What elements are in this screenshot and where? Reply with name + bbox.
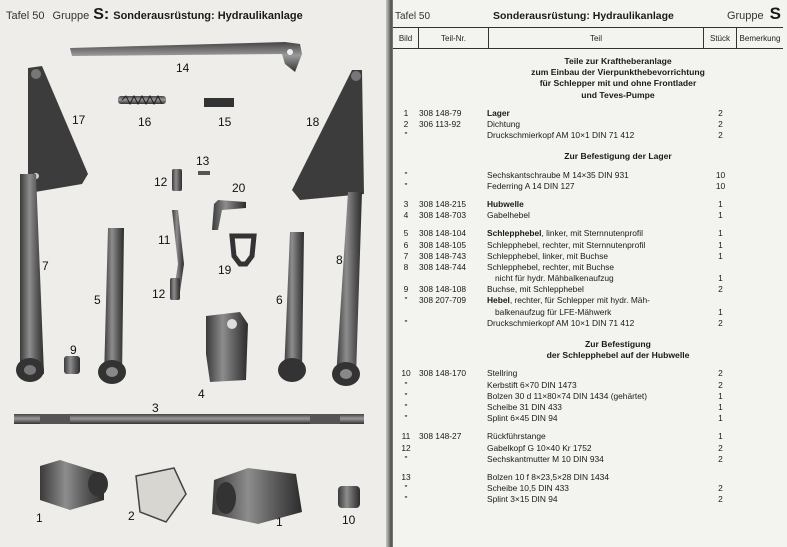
cell-bemerkung [737, 413, 783, 424]
gruppe-label: Gruppe [52, 10, 90, 22]
part-9-bushing [64, 356, 80, 374]
gruppe-letter-right: S [769, 4, 781, 23]
table-row [393, 402, 783, 413]
part-1-bearing-2 [212, 468, 302, 524]
cell-bemerkung [737, 273, 783, 284]
cell-teil-nr: 306 113-92 [419, 119, 461, 129]
cell-bemerkung [737, 295, 783, 306]
gruppe-letter: S: [93, 6, 110, 23]
col-bild: Bild [393, 28, 419, 48]
col-bemerkung: Bemerkung [739, 33, 781, 43]
cell-teil: Rückführstange [487, 431, 546, 442]
table-row [393, 262, 783, 273]
table-row [393, 431, 783, 442]
table-row [393, 307, 783, 318]
part-5-arm [98, 228, 126, 384]
cell-teil: Hubwelle [487, 198, 524, 209]
table-row [393, 273, 783, 284]
part-2-gasket [136, 468, 186, 522]
cell-teil-nr: 308 148-170 [419, 368, 467, 379]
cell-bild [393, 273, 419, 284]
cell-bild: " [404, 483, 408, 494]
cell-stueck: 1 [718, 306, 723, 317]
cell-stueck: 1 [718, 198, 723, 209]
table-row [393, 391, 783, 402]
cell-bemerkung [737, 307, 783, 318]
column-header [393, 27, 783, 49]
label-15: 15 [218, 115, 232, 129]
cell-stueck: 2 [718, 130, 723, 141]
cell-bild: 8 [403, 261, 409, 272]
cell-bild: 12 [401, 442, 411, 453]
section-heading-lager: Zur Befestigung der Lager [564, 151, 672, 162]
cell-bild: 5 [403, 228, 409, 239]
cell-bemerkung [737, 380, 783, 391]
cell-teil-nr [419, 318, 487, 329]
part-10-collar [338, 486, 360, 508]
cell-teil-nr [419, 307, 487, 318]
part-17-plate [28, 66, 88, 192]
cell-teil: Splint 6×45 DIN 94 [487, 413, 558, 424]
cell-teil-nr: 308 148-215 [419, 198, 467, 209]
cell-teil: Dichtung [487, 119, 521, 129]
cell-bild: " [404, 169, 408, 180]
cell-teil: Bolzen 30 d 11×80×74 DIN 1434 (gehärtet) [487, 390, 648, 401]
cell-bemerkung [737, 431, 783, 442]
cell-stueck [704, 262, 737, 273]
cell-bemerkung [737, 199, 783, 210]
cell-stueck: 1 [718, 413, 723, 424]
cell-teil-nr: 308 148-743 [419, 250, 467, 261]
cell-bemerkung [737, 170, 783, 181]
cell-stueck: 1 [718, 250, 723, 261]
cell-teil-nr: 308 148-27 [419, 431, 462, 442]
cell-stueck: 2 [718, 379, 723, 390]
right-page [393, 0, 787, 547]
cell-teil-nr [419, 413, 487, 424]
label-2: 2 [128, 509, 135, 523]
cell-teil-nr [419, 273, 487, 284]
cell-teil: Scheibe 31 DIN 433 [487, 401, 562, 412]
cell-teil-nr: 308 207-709 [419, 295, 467, 306]
cell-stueck: 2 [718, 317, 723, 328]
cell-teil-nr [419, 454, 487, 465]
cell-stueck: 2 [718, 284, 723, 295]
intro-heading-4: und Teves-Pumpe [581, 89, 655, 100]
right-header [395, 4, 781, 24]
part-12-yoke [172, 169, 182, 191]
part-12-yoke-2 [170, 278, 180, 300]
cell-teil: Sechskantmutter M 10 DIN 934 [487, 453, 604, 464]
label-19: 19 [218, 263, 232, 277]
cell-teil-nr [419, 494, 487, 505]
cell-teil: Gabelhebel [487, 210, 530, 221]
cell-bemerkung [737, 318, 783, 329]
cell-teil-nr: 308 148-744 [419, 261, 467, 272]
col-teil-nr: Teil-Nr. [419, 28, 489, 48]
cell-bild: " [404, 390, 408, 401]
part-15-plate [204, 98, 234, 107]
part-13-pin [198, 171, 210, 175]
cell-bemerkung [737, 228, 783, 239]
cell-teil: Lager [487, 107, 510, 118]
tafel-label: Tafel 50 [6, 10, 45, 22]
cell-stueck: 2 [718, 453, 723, 464]
table-row [393, 240, 783, 251]
cell-bild: " [404, 180, 408, 191]
cell-teil: Stellring [487, 368, 518, 379]
cell-bemerkung [737, 284, 783, 295]
part-7-arm [16, 174, 44, 382]
table-row [393, 413, 783, 424]
part-19-shackle [232, 236, 254, 264]
cell-bild: 2 [403, 119, 409, 129]
cell-stueck: 1 [718, 273, 723, 284]
cell-bemerkung [737, 443, 783, 454]
part-3-shaft [14, 414, 364, 424]
cell-stueck: 2 [718, 494, 723, 505]
cell-teil-nr: 308 148-108 [419, 284, 467, 295]
rows-group-2 [393, 170, 783, 192]
cell-teil: nicht für hydr. Mähbalkenaufzug [495, 273, 614, 284]
tafel-label-right: Tafel 50 [395, 11, 431, 22]
label-12: 12 [154, 175, 168, 189]
table-row [393, 130, 783, 141]
cell-bild: 3 [403, 198, 409, 209]
cell-bild: " [404, 401, 408, 412]
cell-stueck: 1 [718, 401, 723, 412]
table-row [393, 108, 783, 119]
cell-bemerkung [737, 119, 783, 130]
intro-heading-1: Teile zur Kraftheberanlage [564, 56, 672, 66]
table-row [393, 368, 783, 379]
rows-group-7 [393, 472, 783, 506]
cell-bild: " [404, 379, 408, 390]
cell-bemerkung [737, 494, 783, 505]
table-row [393, 494, 783, 505]
rows-group-4 [393, 228, 783, 329]
rows-group-3 [393, 199, 783, 221]
cell-teil: Druckschmierkopf AM 10×1 DIN 71 412 [487, 317, 635, 328]
cell-teil: Bolzen 10 f 8×23,5×28 DIN 1434 [487, 471, 609, 482]
label-10: 10 [342, 513, 356, 527]
parts-list [393, 56, 783, 505]
label-16: 16 [138, 115, 152, 129]
cell-teil: Schlepphebel, rechter, mit Sternnutenprofil [487, 239, 646, 250]
label-9: 9 [70, 343, 77, 357]
label-3: 3 [152, 401, 159, 415]
cell-teil: Gabelkopf G 10×40 Kr 1752 [487, 442, 592, 453]
rows-group-6 [393, 431, 783, 465]
cell-bemerkung [737, 483, 783, 494]
cell-bild: " [404, 494, 408, 505]
cell-teil-nr [419, 181, 487, 192]
label-17: 17 [72, 113, 86, 127]
cell-bemerkung [737, 181, 783, 192]
cell-bild: 6 [403, 239, 409, 250]
left-header [6, 6, 383, 24]
cell-stueck: 1 [718, 210, 723, 221]
label-8: 8 [336, 253, 343, 267]
table-row [393, 380, 783, 391]
label-18: 18 [306, 115, 320, 129]
cell-stueck: 1 [718, 239, 723, 250]
cell-stueck: 2 [718, 483, 723, 494]
label-5: 5 [94, 293, 101, 307]
cell-teil-nr: 308 148-105 [419, 239, 467, 250]
cell-bild: 10 [401, 368, 411, 379]
part-6-arm [278, 232, 306, 382]
cell-teil: Scheibe 10,5 DIN 433 [487, 483, 569, 494]
label-12b: 12 [152, 287, 166, 301]
table-row [393, 454, 783, 465]
cell-bild [393, 307, 419, 318]
left-page [0, 0, 389, 547]
cell-teil-nr [419, 380, 487, 391]
parts-illustration [0, 24, 389, 547]
cell-teil-nr [419, 483, 487, 494]
col-stueck: Stück [704, 28, 737, 48]
part-8-arm [332, 192, 362, 386]
cell-bild: 1 [403, 107, 409, 118]
label-1b: 1 [276, 515, 283, 529]
label-1: 1 [36, 511, 43, 525]
cell-bemerkung [737, 251, 783, 262]
table-row [393, 170, 783, 181]
cell-bild: 13 [401, 471, 411, 482]
cell-bemerkung [737, 130, 783, 141]
intro-heading-2: zum Einbau der Vierpunkthebevorrichtung [531, 67, 705, 78]
cell-stueck: 2 [718, 368, 723, 379]
cell-teil: Hebel, rechter, für Schlepper mit hydr. Mäh- [487, 295, 650, 306]
cell-teil-nr: 308 148-104 [419, 228, 467, 239]
table-row [393, 119, 783, 130]
table-row [393, 181, 783, 192]
cell-teil-nr: 308 148-703 [419, 210, 467, 221]
part-18-plate [292, 70, 364, 200]
part-16-spring [118, 96, 166, 104]
cell-stueck: 10 [715, 180, 726, 191]
label-7: 7 [42, 259, 49, 273]
cell-bemerkung [737, 472, 783, 483]
part-20-lever [212, 200, 246, 230]
col-teil: Teil [489, 28, 704, 48]
cell-stueck: 1 [718, 390, 723, 401]
cell-stueck: 2 [718, 107, 723, 118]
cell-bemerkung [737, 454, 783, 465]
table-row [393, 472, 783, 483]
cell-bemerkung [737, 240, 783, 251]
cell-teil-nr [419, 170, 487, 181]
table-row [393, 228, 783, 239]
label-20: 20 [232, 181, 246, 195]
section-heading-befestigung-1: Zur Befestigung [585, 339, 651, 350]
cell-bild: 9 [403, 284, 409, 295]
cell-teil: Sechskantschraube M 14×35 DIN 931 [487, 169, 629, 180]
part-1-bearing [40, 460, 108, 510]
cell-stueck: 10 [715, 169, 726, 180]
cell-stueck: 2 [718, 442, 723, 453]
cell-teil: Druckschmierkopf AM 10×1 DIN 71 412 [487, 130, 635, 141]
table-row [393, 318, 783, 329]
cell-bild: " [404, 413, 408, 424]
cell-bemerkung [737, 262, 783, 273]
cell-teil-nr: 308 148-79 [419, 107, 462, 118]
cell-teil: Buchse, mit Schlepphebel [487, 284, 584, 295]
cell-bemerkung [737, 108, 783, 119]
cell-bild: " [404, 317, 408, 328]
label-4: 4 [198, 387, 205, 401]
gruppe-label-right: Gruppe [726, 10, 764, 22]
table-row [393, 483, 783, 494]
cell-teil: Schlepphebel, rechter, mit Buchse [487, 261, 615, 272]
cell-bemerkung [737, 402, 783, 413]
cell-teil-nr [419, 402, 487, 413]
table-row [393, 251, 783, 262]
table-row [393, 443, 783, 454]
cell-bild: " [404, 130, 408, 141]
cell-stueck [704, 472, 737, 483]
cell-teil: Schlepphebel, linker, mit Sternnutenprofil [487, 228, 643, 239]
cell-teil: Splint 3×15 DIN 94 [487, 494, 558, 505]
cell-bild: 4 [403, 210, 409, 221]
cell-bemerkung [737, 368, 783, 379]
cell-teil-nr [419, 130, 487, 141]
cell-stueck [704, 295, 737, 306]
cell-stueck: 1 [718, 228, 723, 239]
cell-bemerkung [737, 210, 783, 221]
cell-teil: Schlepphebel, linker, mit Buchse [487, 250, 609, 261]
cell-teil: balkenaufzug für LFE-Mähwerk [495, 306, 612, 317]
cell-bild: 11 [401, 431, 411, 442]
right-title: Sonderausrüstung: Hydraulikanlage [493, 10, 674, 22]
label-6: 6 [276, 293, 283, 307]
intro-heading-3: für Schlepper mit und ohne Frontlader [539, 78, 697, 89]
cell-bild: " [404, 295, 408, 306]
rows-group-1 [393, 108, 783, 142]
cell-teil-nr [419, 391, 487, 402]
label-11: 11 [158, 233, 171, 247]
cell-bild: 7 [403, 250, 409, 261]
cell-teil: Kerbstift 6×70 DIN 1473 [487, 379, 577, 390]
table-row [393, 284, 783, 295]
label-13: 13 [196, 154, 210, 168]
cell-teil-nr [419, 443, 487, 454]
cell-bild: " [404, 453, 408, 464]
cell-stueck: 2 [718, 119, 723, 129]
cell-teil: Federring A 14 DIN 127 [487, 180, 575, 191]
part-4-fork-lever [206, 312, 248, 382]
label-14: 14 [176, 61, 190, 75]
cell-bemerkung [737, 391, 783, 402]
table-row [393, 210, 783, 221]
section-heading-befestigung-2: der Schlepphebel auf der Hubwelle [546, 350, 690, 361]
cell-stueck: 1 [718, 431, 723, 442]
rows-group-5 [393, 368, 783, 424]
left-subtitle: Sonderausrüstung: Hydraulikanlage [113, 10, 303, 22]
table-row [393, 199, 783, 210]
table-row [393, 295, 783, 306]
cell-teil-nr [419, 472, 487, 483]
